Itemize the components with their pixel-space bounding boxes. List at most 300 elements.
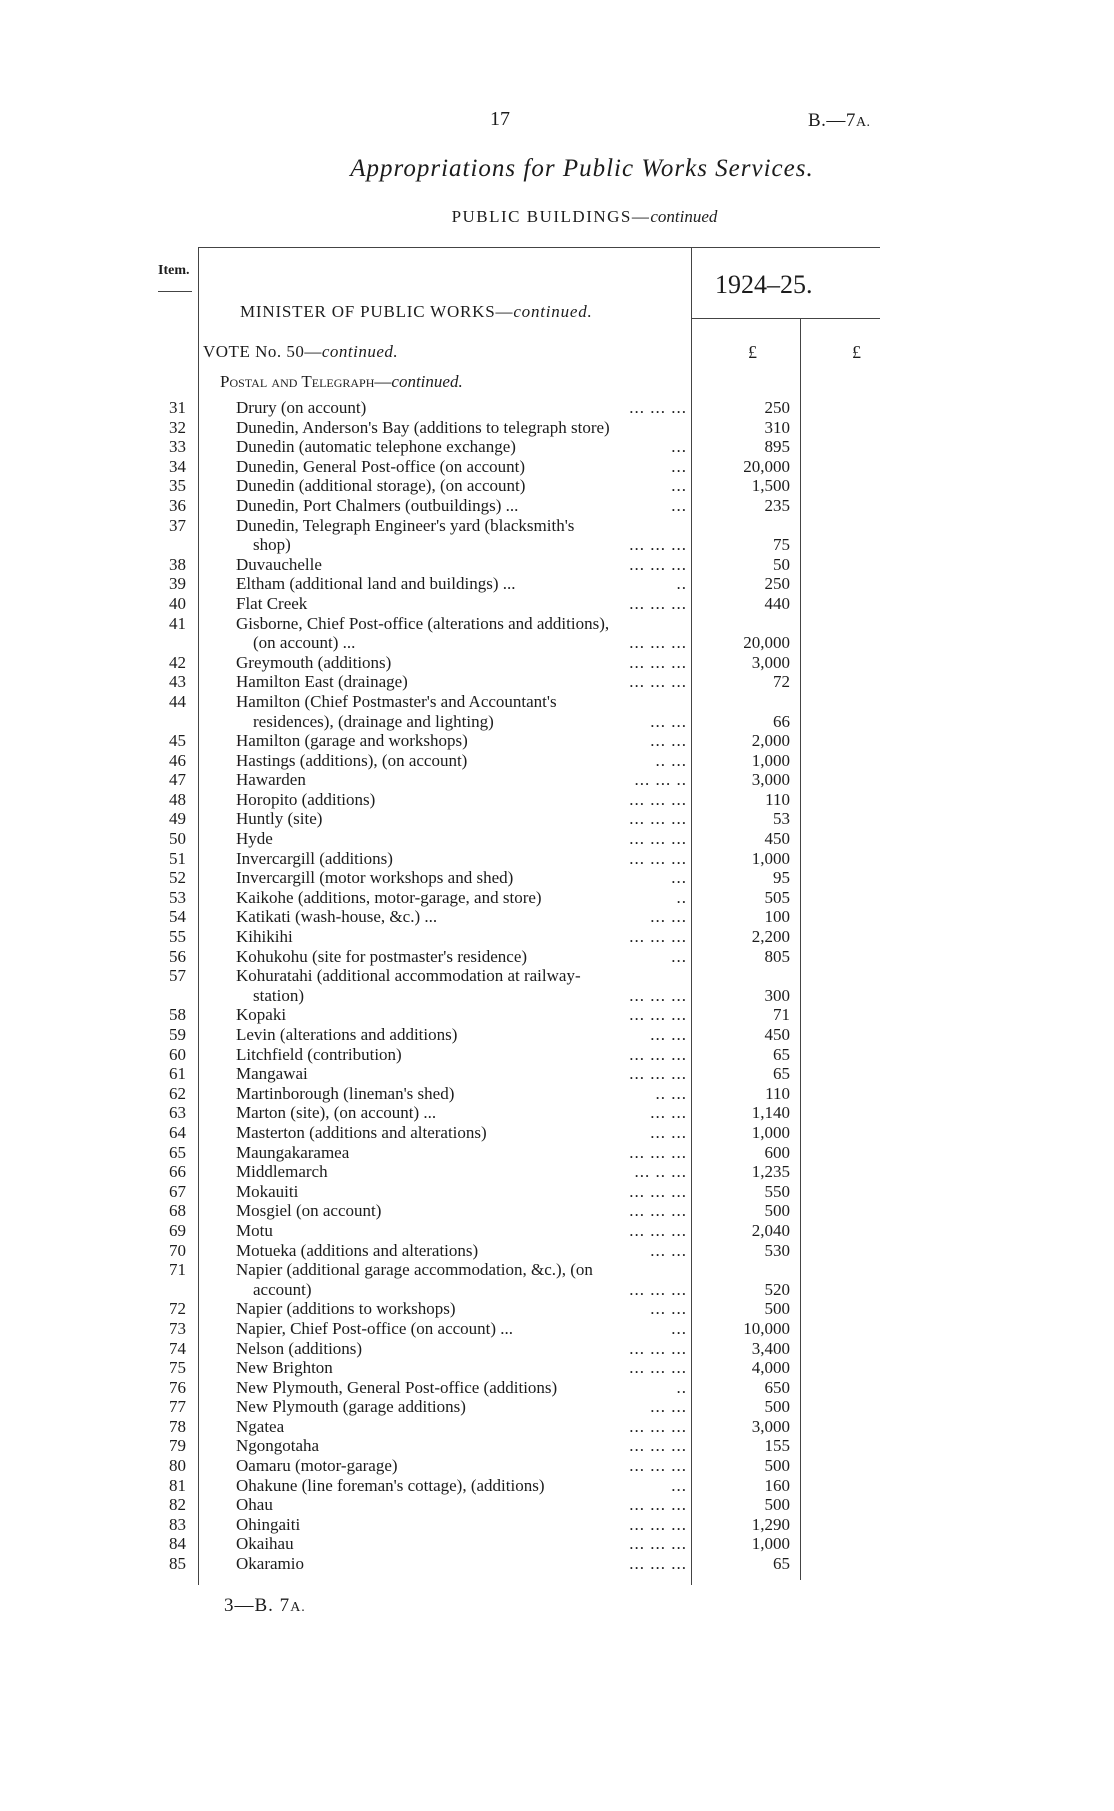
table-row — [0, 1358, 1114, 1378]
item-description-text: Hamilton East (drainage) — [236, 672, 408, 692]
table-row — [0, 1456, 1114, 1476]
item-description — [236, 672, 691, 692]
item-description-text: Okaramio — [236, 1554, 304, 1574]
table-row — [0, 1221, 1114, 1241]
item-amount: 310 — [764, 417, 790, 437]
item-amount: 250 — [764, 574, 790, 594]
item-amount: 500 — [764, 1495, 790, 1515]
item-description — [236, 574, 691, 594]
table-row — [0, 398, 1114, 418]
leader-dots: ... — [671, 456, 687, 476]
leader-dots: ... ... ... — [629, 1181, 687, 1201]
item-amount: 895 — [764, 437, 790, 457]
leader-dots: .. — [676, 887, 687, 907]
item-description — [236, 1025, 691, 1045]
item-description-text: New Plymouth, General Post-office (additions) — [236, 1377, 558, 1397]
item-number: 37 — [169, 515, 186, 535]
vote-heading-main: VOTE No. 50— — [203, 342, 322, 361]
item-number: 56 — [169, 946, 186, 966]
item-description-text: Ngongotaha — [236, 1436, 320, 1456]
item-description — [236, 516, 691, 536]
item-number: 60 — [169, 1044, 186, 1064]
item-description — [236, 633, 691, 653]
item-description — [236, 1084, 691, 1104]
leader-dots: ... ... ... — [629, 1416, 687, 1436]
item-amount: 100 — [764, 907, 790, 927]
leader-dots: ... ... ... — [629, 593, 687, 613]
item-amount: 500 — [764, 1397, 790, 1417]
table-row — [0, 1476, 1114, 1496]
table-row — [0, 849, 1114, 869]
item-number: 84 — [169, 1534, 186, 1554]
item-amount: 4,000 — [751, 1358, 790, 1378]
item-description — [236, 770, 691, 790]
leader-dots: ... ... ... — [629, 829, 687, 849]
item-number: 38 — [169, 554, 186, 574]
table-row — [0, 516, 1114, 536]
leader-dots: ... ... ... — [629, 1338, 687, 1358]
page-subtitle — [0, 207, 1114, 227]
leader-dots: ... ... ... — [629, 789, 687, 809]
item-description — [236, 888, 691, 908]
table-row — [0, 731, 1114, 751]
item-amount: 20,000 — [743, 456, 790, 476]
item-amount: 53 — [773, 809, 790, 829]
table-row — [0, 1025, 1114, 1045]
leader-dots: ... — [671, 495, 687, 515]
table-row — [0, 1397, 1114, 1417]
item-number: 40 — [169, 593, 186, 613]
item-amount: 110 — [765, 1083, 790, 1103]
item-description-text: residences), (drainage and lighting) — [236, 711, 494, 731]
item-description — [236, 653, 691, 673]
table-row — [0, 947, 1114, 967]
item-description — [236, 1241, 691, 1261]
item-header-rule — [158, 291, 192, 292]
item-amount: 3,000 — [751, 770, 790, 790]
item-amount: 72 — [773, 672, 790, 692]
item-description — [236, 907, 691, 927]
item-amount: 2,000 — [751, 731, 790, 751]
item-description — [236, 457, 691, 477]
item-amount: 110 — [765, 789, 790, 809]
item-amount: 450 — [764, 829, 790, 849]
item-amount: 155 — [764, 1436, 790, 1456]
item-amount: 3,400 — [751, 1338, 790, 1358]
item-description-text: Invercargill (additions) — [236, 848, 393, 868]
item-number: 51 — [169, 848, 186, 868]
item-number: 57 — [169, 966, 186, 986]
item-amount: 20,000 — [743, 633, 790, 653]
item-number: 64 — [169, 1122, 186, 1142]
item-description-text: station) — [236, 985, 304, 1005]
year-column-header: 1924–25. — [715, 270, 813, 299]
leader-dots: .. — [676, 574, 687, 594]
leader-dots: ... ... — [650, 711, 687, 731]
item-amount: 1,500 — [751, 476, 790, 496]
item-description — [236, 1182, 691, 1202]
section-heading-main: Postal and Telegraph— — [220, 372, 392, 391]
item-amount: 1,000 — [751, 1122, 790, 1142]
item-description — [236, 1123, 691, 1143]
item-amount: 66 — [773, 711, 790, 731]
item-amount: 10,000 — [743, 1318, 790, 1338]
vote-heading-italic: continued. — [321, 342, 399, 361]
leader-dots: ... — [671, 437, 687, 457]
item-number: 50 — [169, 829, 186, 849]
leader-dots: ... ... — [650, 1103, 687, 1123]
item-number: 62 — [169, 1083, 186, 1103]
item-description — [236, 1005, 691, 1025]
item-description-text: Dunedin (automatic telephone exchange) — [236, 437, 516, 457]
leader-dots: ... ... ... — [629, 1220, 687, 1240]
item-description — [236, 1103, 691, 1123]
item-amount: 505 — [764, 887, 790, 907]
item-description — [236, 437, 691, 457]
item-description — [236, 476, 691, 496]
item-description — [236, 1221, 691, 1241]
item-description — [236, 1378, 691, 1398]
item-description-text: Hamilton (garage and workshops) — [236, 731, 468, 751]
item-number: 74 — [169, 1338, 186, 1358]
table-row — [0, 672, 1114, 692]
item-description-text: Ohau — [236, 1495, 273, 1515]
item-amount: 95 — [773, 868, 790, 888]
item-description — [236, 712, 691, 732]
leader-dots: ... ... ... — [629, 1534, 687, 1554]
table-row — [0, 574, 1114, 594]
item-amount: 235 — [764, 495, 790, 515]
item-amount: 650 — [764, 1377, 790, 1397]
item-number: 55 — [169, 927, 186, 947]
item-amount: 65 — [773, 1044, 790, 1064]
item-description — [236, 1417, 691, 1437]
table-row — [0, 555, 1114, 575]
item-number: 80 — [169, 1456, 186, 1476]
leader-dots: .. — [676, 1377, 687, 1397]
item-amount: 2,040 — [751, 1220, 790, 1240]
item-description — [236, 829, 691, 849]
item-description — [236, 535, 691, 555]
leader-dots: ... ... ... — [629, 652, 687, 672]
item-number: 45 — [169, 731, 186, 751]
document-reference-main: B.—7 — [808, 110, 856, 131]
signature-mark-main: 3—B. 7 — [224, 1595, 291, 1616]
table-row — [0, 1534, 1114, 1554]
item-number: 73 — [169, 1318, 186, 1338]
item-description — [236, 398, 691, 418]
table-row — [0, 1260, 1114, 1280]
item-number: 33 — [169, 437, 186, 457]
item-description — [236, 1143, 691, 1163]
leader-dots: ... .. ... — [634, 1162, 687, 1182]
table-row — [0, 1436, 1114, 1456]
item-number: 83 — [169, 1514, 186, 1534]
item-description — [236, 1436, 691, 1456]
item-description — [236, 1534, 691, 1554]
document-reference — [808, 110, 871, 132]
item-description-text: Flat Creek — [236, 593, 308, 613]
item-description-text: Motueka (additions and alterations) — [236, 1240, 479, 1260]
item-description — [236, 966, 691, 986]
item-description-text: Hawarden — [236, 770, 306, 790]
item-description-text: Duvauchelle — [236, 554, 322, 574]
table-row — [0, 496, 1114, 516]
item-number: 54 — [169, 907, 186, 927]
leader-dots: ... ... ... — [629, 1044, 687, 1064]
item-description — [236, 1319, 691, 1339]
table-row — [0, 1162, 1114, 1182]
item-amount: 2,200 — [751, 927, 790, 947]
item-description-text: Dunedin, Telegraph Engineer's yard (blacksmith's — [236, 515, 575, 535]
item-description — [236, 594, 691, 614]
item-amount: 805 — [764, 946, 790, 966]
table-row — [0, 594, 1114, 614]
item-number: 75 — [169, 1358, 186, 1378]
item-description-text: Maungakaramea — [236, 1142, 350, 1162]
leader-dots: ... — [671, 946, 687, 966]
page-number: 17 — [490, 108, 510, 130]
item-description — [236, 1064, 691, 1084]
leader-dots: ... — [671, 1475, 687, 1495]
item-number: 66 — [169, 1162, 186, 1182]
item-number: 47 — [169, 770, 186, 790]
item-number: 52 — [169, 868, 186, 888]
leader-dots: ... — [671, 476, 687, 496]
leader-dots: ... ... ... — [629, 927, 687, 947]
item-amount: 50 — [773, 554, 790, 574]
item-amount: 1,290 — [751, 1514, 790, 1534]
leader-dots: ... ... ... — [629, 1495, 687, 1515]
table-row — [0, 614, 1114, 634]
item-number: 48 — [169, 789, 186, 809]
item-description-text: Hyde — [236, 829, 273, 849]
item-number: 78 — [169, 1416, 186, 1436]
table-row — [0, 535, 1114, 555]
item-amount: 550 — [764, 1181, 790, 1201]
item-amount: 3,000 — [751, 1416, 790, 1436]
table-row — [0, 692, 1114, 712]
leader-dots: ... ... — [650, 907, 687, 927]
appropriations-table-body — [0, 398, 1114, 1574]
item-description — [236, 1280, 691, 1300]
item-amount: 520 — [764, 1279, 790, 1299]
leader-dots: ... ... — [650, 1122, 687, 1142]
item-column-header: Item. — [158, 263, 190, 278]
item-description-text: New Plymouth (garage additions) — [236, 1397, 466, 1417]
table-row — [0, 888, 1114, 908]
item-description-text: Masterton (additions and alterations) — [236, 1122, 487, 1142]
leader-dots: ... ... — [650, 1299, 687, 1319]
item-description — [236, 1201, 691, 1221]
item-description — [236, 1045, 691, 1065]
item-description-text: Levin (alterations and additions) — [236, 1025, 458, 1044]
item-description-text: Napier (additional garage accommodation, &c.), (on — [236, 1260, 593, 1280]
leader-dots: ... ... ... — [629, 1005, 687, 1025]
table-row — [0, 653, 1114, 673]
item-number: 34 — [169, 456, 186, 476]
item-number: 46 — [169, 750, 186, 770]
item-description — [236, 1476, 691, 1496]
item-number: 39 — [169, 574, 186, 594]
item-number: 32 — [169, 417, 186, 437]
table-row — [0, 633, 1114, 653]
table-row — [0, 986, 1114, 1006]
vote-heading — [203, 342, 398, 362]
table-row — [0, 1554, 1114, 1574]
page-title: Appropriations for Public Works Services. — [350, 155, 814, 182]
currency-header-col1: £ — [748, 342, 757, 362]
table-row — [0, 907, 1114, 927]
item-description-text: Hastings (additions), (on account) — [236, 750, 468, 770]
item-description — [236, 555, 691, 575]
item-number: 58 — [169, 1005, 186, 1025]
item-number: 49 — [169, 809, 186, 829]
table-row — [0, 1143, 1114, 1163]
table-row — [0, 966, 1114, 986]
table-row — [0, 1417, 1114, 1437]
item-description — [236, 496, 691, 516]
item-description-text: (on account) ... — [236, 633, 356, 653]
leader-dots: .. ... — [655, 750, 687, 770]
item-number: 65 — [169, 1142, 186, 1162]
table-row — [0, 809, 1114, 829]
item-description-text: Invercargill (motor workshops and shed) — [236, 868, 514, 888]
item-description — [236, 1456, 691, 1476]
table-row — [0, 1339, 1114, 1359]
item-description — [236, 1554, 691, 1574]
item-amount: 1,000 — [751, 1534, 790, 1554]
item-number: 72 — [169, 1299, 186, 1319]
minister-heading-main: MINISTER OF PUBLIC WORKS— — [240, 302, 514, 321]
subtitle-main: PUBLIC BUILDINGS— — [451, 207, 651, 226]
leader-dots: ... — [671, 868, 687, 888]
item-number: 31 — [169, 398, 186, 417]
leader-dots: ... ... ... — [629, 1064, 687, 1084]
item-description — [236, 692, 691, 712]
table-row — [0, 868, 1114, 888]
item-number: 41 — [169, 613, 186, 633]
item-description — [236, 849, 691, 869]
item-amount: 250 — [764, 398, 790, 417]
leader-dots: ... ... ... — [629, 985, 687, 1005]
item-description-text: Dunedin (additional storage), (on account) — [236, 476, 526, 496]
item-description-text: Katikati (wash-house, &c.) ... — [236, 907, 438, 927]
table-row — [0, 1005, 1114, 1025]
leader-dots: ... ... ... — [629, 1554, 687, 1574]
section-heading — [220, 372, 463, 392]
item-amount: 1,235 — [751, 1162, 790, 1182]
item-description-text: Marton (site), (on account) ... — [236, 1103, 437, 1123]
leader-dots: ... ... ... — [629, 1358, 687, 1378]
item-description-text: Mokauiti — [236, 1181, 299, 1201]
leader-dots: ... ... ... — [629, 1201, 687, 1221]
item-number: 70 — [169, 1240, 186, 1260]
leader-dots: ... ... ... — [629, 809, 687, 829]
item-description — [236, 1358, 691, 1378]
table-row — [0, 476, 1114, 496]
leader-dots: ... ... ... — [629, 554, 687, 574]
item-description-text: Napier, Chief Post-office (on account) ... — [236, 1318, 514, 1338]
item-description-text: Litchfield (contribution) — [236, 1044, 402, 1064]
table-row — [0, 437, 1114, 457]
leader-dots: ... ... ... — [629, 1279, 687, 1299]
item-description-text: Hamilton (Chief Postmaster's and Accountant's — [236, 691, 557, 711]
minister-heading — [240, 302, 593, 322]
table-row — [0, 1084, 1114, 1104]
item-description-text: Gisborne, Chief Post-office (alterations and additions), — [236, 613, 610, 633]
item-amount: 530 — [764, 1240, 790, 1260]
leader-dots: ... — [671, 1318, 687, 1338]
item-description-text: Greymouth (additions) — [236, 652, 392, 672]
item-description — [236, 1299, 691, 1319]
item-description — [236, 1162, 691, 1182]
item-amount: 75 — [773, 535, 790, 555]
item-description-text: Nelson (additions) — [236, 1338, 363, 1358]
table-row — [0, 1045, 1114, 1065]
item-number: 59 — [169, 1025, 186, 1044]
item-description-text: Mangawai — [236, 1064, 308, 1084]
signature-mark-suffix: A. — [290, 1600, 306, 1615]
item-amount: 65 — [773, 1554, 790, 1574]
item-description — [236, 868, 691, 888]
year-header-rule — [692, 318, 880, 319]
item-description-text: Middlemarch — [236, 1162, 328, 1182]
item-description — [236, 809, 691, 829]
table-top-rule — [198, 247, 880, 248]
item-amount: 600 — [764, 1142, 790, 1162]
table-row — [0, 770, 1114, 790]
item-amount: 1,000 — [751, 848, 790, 868]
item-number: 35 — [169, 476, 186, 496]
item-description-text: Kohuratahi (additional accommodation at railway- — [236, 966, 581, 986]
item-number: 68 — [169, 1201, 186, 1221]
table-row — [0, 1103, 1114, 1123]
table-row — [0, 712, 1114, 732]
table-row — [0, 751, 1114, 771]
item-number: 42 — [169, 652, 186, 672]
item-description-text: account) — [236, 1279, 312, 1299]
document-reference-suffix: A. — [855, 115, 871, 130]
item-description-text: Kihikihi — [236, 927, 293, 947]
item-description-text: Horopito (additions) — [236, 789, 376, 809]
item-number: 82 — [169, 1495, 186, 1515]
leader-dots: ... ... ... — [629, 1456, 687, 1476]
table-row — [0, 1123, 1114, 1143]
table-row — [0, 790, 1114, 810]
item-number: 77 — [169, 1397, 186, 1417]
item-number: 44 — [169, 691, 186, 711]
leader-dots: ... ... ... — [629, 1142, 687, 1162]
item-description-text: Oamaru (motor-garage) — [236, 1456, 398, 1476]
item-amount: 500 — [764, 1201, 790, 1221]
table-row — [0, 829, 1114, 849]
item-amount: 1,140 — [751, 1103, 790, 1123]
item-description — [236, 751, 691, 771]
signature-mark — [224, 1595, 306, 1617]
leader-dots: ... ... ... — [629, 633, 687, 653]
item-description — [236, 1397, 691, 1417]
subtitle-italic: continued — [650, 207, 718, 226]
leader-dots: ... ... — [650, 1240, 687, 1260]
table-row — [0, 1495, 1114, 1515]
item-amount: 500 — [764, 1456, 790, 1476]
item-description-text: Ngatea — [236, 1416, 285, 1436]
table-row — [0, 1299, 1114, 1319]
item-amount: 1,000 — [751, 750, 790, 770]
item-description-text: Dunedin, Port Chalmers (outbuildings) ... — [236, 495, 519, 515]
item-description-text: Eltham (additional land and buildings) ... — [236, 574, 516, 594]
